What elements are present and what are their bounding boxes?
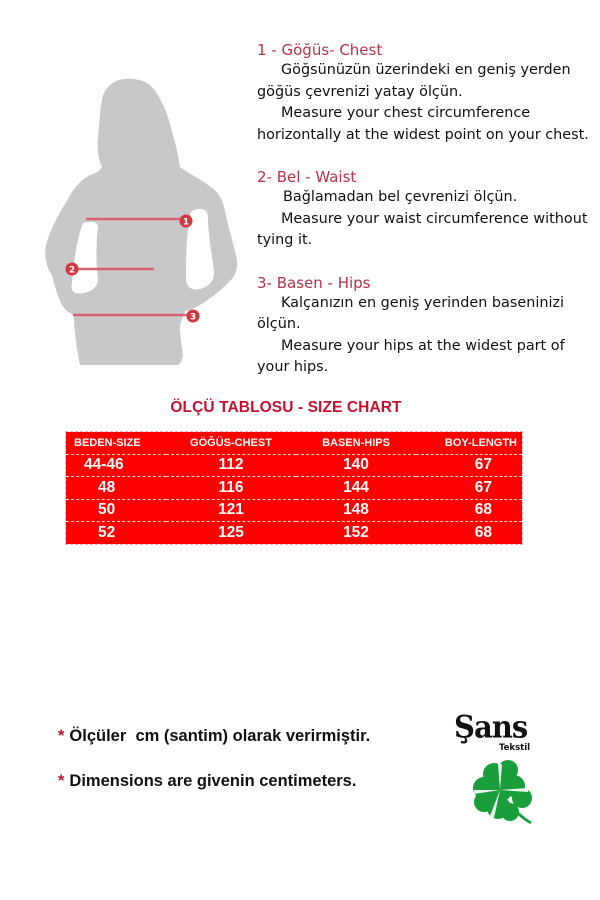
header-size: BEDEN-SIZE (74, 436, 141, 449)
marker-hips (187, 310, 200, 323)
section-chest (257, 40, 592, 146)
measurement-instructions (257, 40, 592, 400)
header-hips: BASEN-HIPS (322, 436, 390, 449)
asterisk-icon: * (58, 727, 65, 745)
table-header-row (66, 432, 522, 454)
section-title-chest: 1 - Göğüs- Chest (257, 41, 383, 59)
cell-chest: 125 (166, 522, 296, 545)
note-en-text: Dimensions are givenin centimeters. (69, 772, 357, 790)
section-title-waist: 2- Bel - Waist (257, 168, 357, 186)
svg-text:1: 1 (182, 217, 190, 228)
section-waist (257, 167, 592, 252)
svg-text:3: 3 (189, 312, 197, 323)
instruction-waist-en: Measure your waist circumference without tying it. (257, 210, 588, 248)
cell-chest: 121 (166, 499, 296, 522)
cell-hips: 152 (296, 522, 416, 545)
section-hips (257, 273, 592, 379)
cell-length: 68 (416, 499, 522, 522)
asterisk-icon: * (58, 772, 65, 790)
table-row (66, 499, 522, 522)
cell-size: 48 (66, 477, 166, 500)
cell-chest: 116 (166, 477, 296, 500)
instruction-hips-tr: Kalçanızın en geniş yerinden baseninizi ölçün. (257, 294, 565, 332)
notes (58, 727, 370, 817)
instruction-chest-en: Measure your chest circumference horizontally at the widest point on your chest. (257, 105, 589, 143)
cell-hips: 148 (296, 499, 416, 522)
size-chart-table (66, 432, 522, 544)
cell-size: 52 (66, 522, 166, 545)
note-tr (58, 727, 370, 746)
silhouette-icon (40, 75, 240, 375)
table-row (66, 522, 522, 545)
brand-subtitle: Tekstil (499, 743, 531, 753)
instruction-chest-tr: Göğsünüzün üzerindeki en geniş yerden göğüs çevrenizi yatay ölçün. (257, 62, 571, 100)
instruction-hips-en: Measure your hips at the widest part of your hips. (257, 337, 565, 375)
note-en (58, 772, 370, 791)
clover-icon (470, 758, 536, 824)
body-measurement-figure (40, 75, 240, 375)
note-tr-text: Ölçüler cm (santim) olarak verirmiştir. (69, 727, 371, 745)
cell-length: 68 (416, 522, 522, 545)
header-chest: GÖĞÜS-CHEST (190, 436, 272, 449)
table-row (66, 454, 522, 477)
cell-size: 50 (66, 499, 166, 522)
section-title-hips: 3- Basen - Hips (257, 273, 371, 292)
cell-size: 44-46 (66, 454, 166, 477)
cell-length: 67 (416, 454, 522, 477)
table-row (66, 477, 522, 500)
brand-name: Şans (454, 709, 528, 745)
marker-chest (180, 215, 193, 228)
cell-hips: 140 (296, 454, 416, 477)
svg-text:2: 2 (68, 265, 76, 276)
brand-logo (448, 710, 558, 825)
cell-chest: 112 (166, 454, 296, 477)
cell-hips: 144 (296, 477, 416, 500)
instruction-waist-tr: Bağlamadan bel çevrenizi ölçün. (283, 189, 518, 205)
header-length: BOY-LENGTH (444, 436, 517, 449)
marker-waist (66, 263, 79, 276)
size-chart-title: ÖLÇÜ TABLOSU - SIZE CHART (170, 399, 402, 416)
cell-length: 67 (416, 477, 522, 500)
